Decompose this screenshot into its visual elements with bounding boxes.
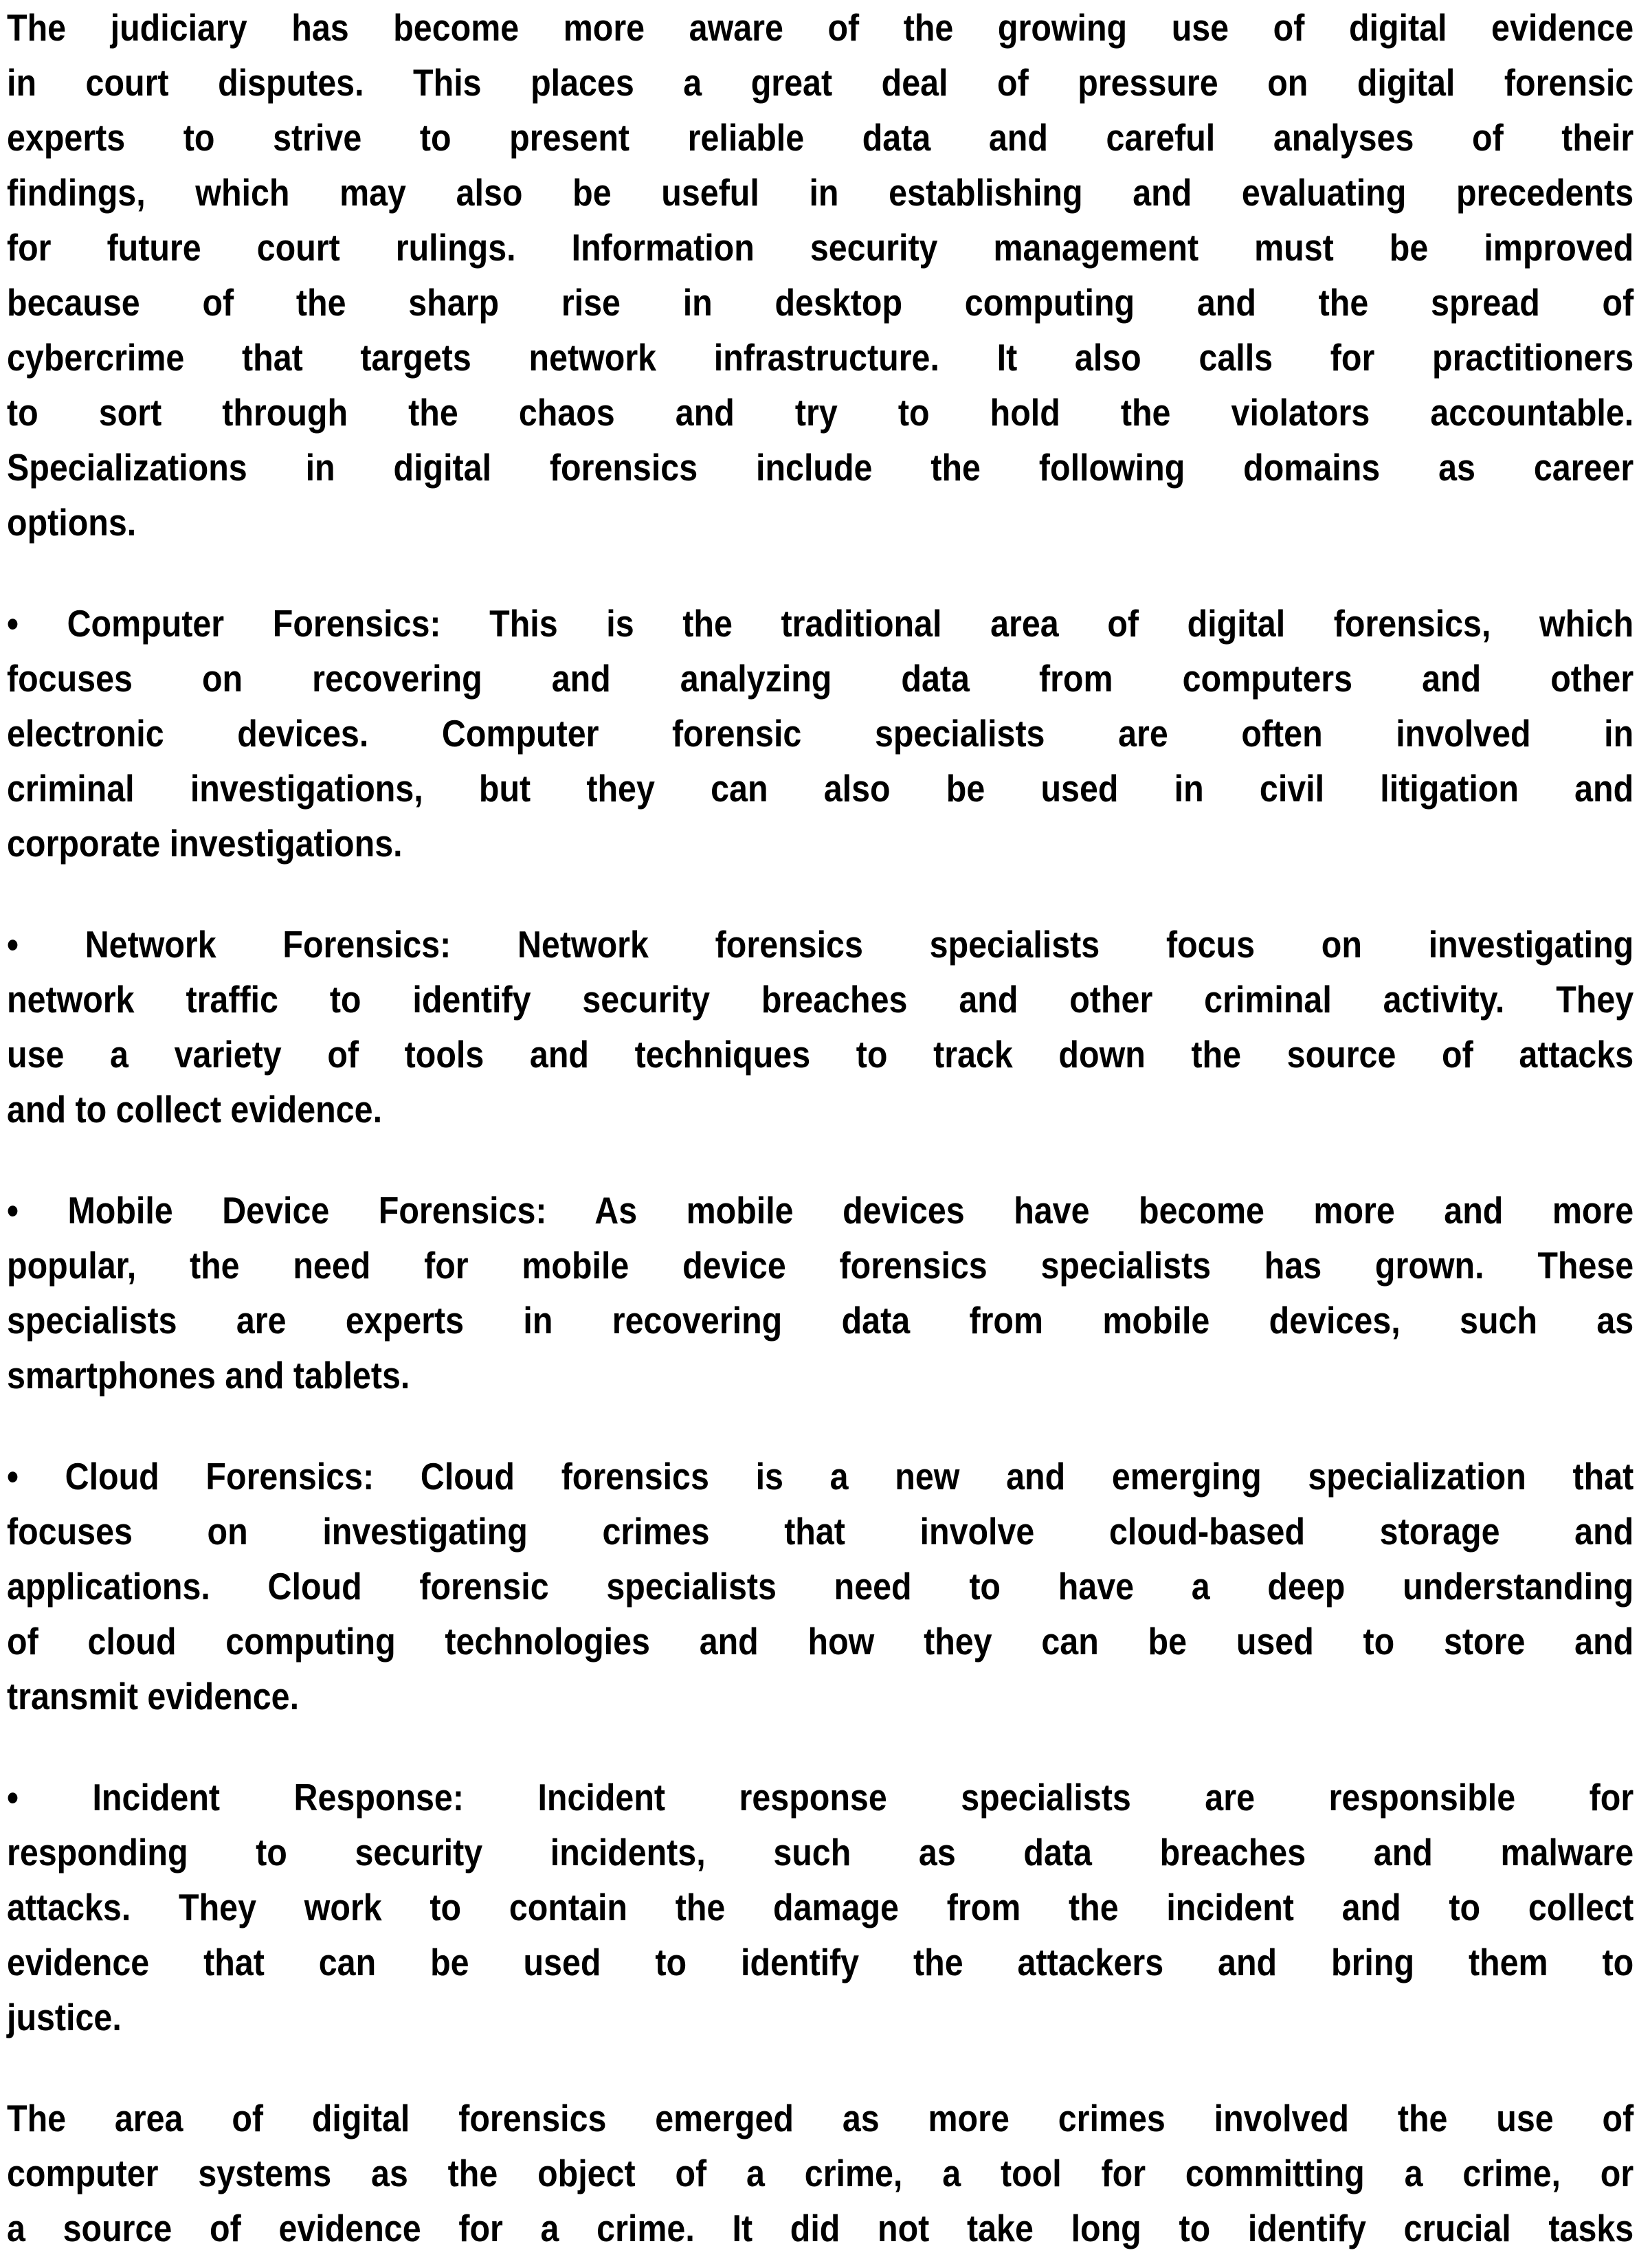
text-line: • Mobile Device Forensics: As mobile devices have become more and more [7,1189,1634,1232]
text-line: evidence that can be used to identify the attackers and bring them to [7,1941,1634,1983]
bullet-computer-forensics [7,596,1634,871]
text-line: popular, the need for mobile device forensics specialists has grown. These [7,1244,1634,1287]
text-line: • Cloud Forensics: Cloud forensics is a new and emerging specialization that [7,1455,1634,1498]
text-line: transmit evidence. [7,1675,300,1717]
text-line: • Network Forensics: Network forensics specialists focus on investigating [7,923,1634,966]
text-line: Specializations in digital forensics include the following domains as career [7,446,1634,489]
bullet-network-forensics [7,917,1634,1137]
text-line: cybercrime that targets network infrastructure. It also calls for practitioners [7,336,1634,379]
text-line: because of the sharp rise in desktop computing and the spread of [7,281,1634,324]
text-line: specialists are experts in recovering data from mobile devices, such as [7,1299,1634,1342]
text-line: attacks. They work to contain the damage from the incident and to collect [7,1886,1634,1928]
text-line: • Incident Response: Incident response specialists are responsible for [7,1776,1634,1819]
text-line: experts to strive to present reliable data and careful analyses of their [7,116,1634,159]
intro-paragraph [7,0,1634,550]
text-line: of cloud computing technologies and how they can be used to store and [7,1620,1634,1663]
text-line: corporate investigations. [7,822,403,865]
bullet-incident-response [7,1770,1634,2045]
text-line: to sort through the chaos and try to hold the violators accountable. [7,391,1634,434]
document-content [7,0,1634,2256]
text-line: justice. [7,1996,122,2038]
closing-paragraph [7,2091,1634,2256]
text-line: electronic devices. Computer forensic specialists are often involved in [7,712,1634,755]
text-line: • Computer Forensics: This is the traditional area of digital forensics, which [7,602,1634,645]
text-line: and to collect evidence. [7,1088,383,1131]
text-line: responding to security incidents, such as data breaches and malware [7,1831,1634,1874]
text-line: options. [7,501,137,544]
text-line: focuses on investigating crimes that involve cloud-based storage and [7,1510,1634,1553]
bullet-cloud-forensics [7,1449,1634,1724]
text-line: focuses on recovering and analyzing data from computers and other [7,657,1634,700]
text-line: The area of digital forensics emerged as more crimes involved the use of [7,2097,1634,2139]
text-line: for future court rulings. Information security management must be improved [7,226,1634,269]
bullet-mobile-device-forensics [7,1183,1634,1403]
text-line: use a variety of tools and techniques to track down the source of attacks [7,1033,1634,1076]
text-line: in court disputes. This places a great deal of pressure on digital forensic [7,61,1634,104]
text-line: The judiciary has become more aware of the growing use of digital evidence [7,6,1634,49]
text-line: criminal investigations, but they can also be used in civil litigation and [7,767,1634,810]
text-line: computer systems as the object of a crime, a tool for committing a crime, or [7,2152,1634,2194]
text-line: findings, which may also be useful in establishing and evaluating precedents [7,171,1634,214]
text-line: network traffic to identify security breaches and other criminal activity. They [7,978,1634,1021]
text-line: smartphones and tablets. [7,1354,410,1397]
text-line: a source of evidence for a crime. It did not take long to identify crucial tasks [7,2207,1634,2249]
text-line: applications. Cloud forensic specialists need to have a deep understanding [7,1565,1634,1608]
